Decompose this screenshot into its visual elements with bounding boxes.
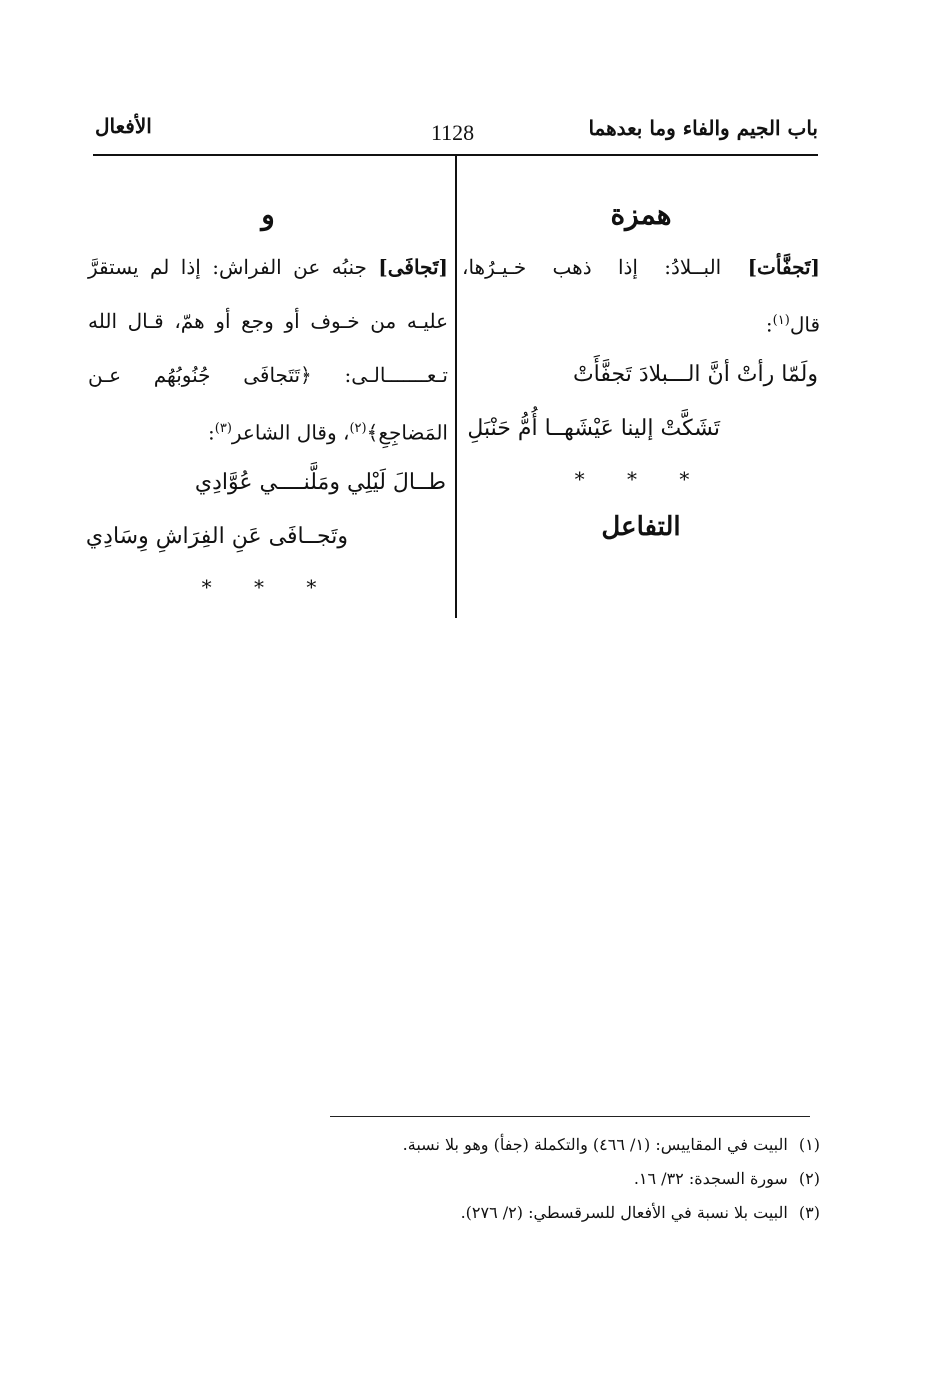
entry-text: البــلادُ: إذا ذهب خـيـرُها، [462,255,722,279]
entry-text: : [208,420,215,445]
entry-line: عليـه من خـوف أو وجع أو همّ، قـال الله [88,309,448,333]
section-heading-hamza: همزة [610,198,672,231]
subsection-heading: التفاعل [601,512,681,542]
entry-text: المَضاجِعِ﴾ [366,420,448,445]
entry-line: تـعـــــــالـى: ﴿تَتَجافَى جُنُوبُهُم عـن [88,363,448,387]
verse-line: ولَمّا رأتْ أنَّ الـــبلادَ تَجفَّأَتْ [572,362,818,387]
column-divider [455,156,457,618]
entry-text: : [765,312,773,337]
entry-text: ، وقال الشاعر [231,420,350,445]
right-column [462,190,820,552]
verse-line: تَشَكَّتْ إلينا عَيْشَهــا أُمُّ حَنْبَلِ [467,416,720,441]
footnote-ref: (١) [772,313,790,328]
section-title: الأفعال [95,114,152,138]
footnote-ref: (٢) [349,421,367,436]
section-separator: * * * [201,575,335,599]
entry-text: جنبُه عن الفراش: إذا لم يستقرَّ [88,255,367,279]
page-header [93,110,818,156]
footnote-number: (١) [798,1135,820,1154]
verse-line: وتَجــافَى عَنِ الفِرَاشِ وِسَادِي [85,524,348,549]
footnote-ref: (٣) [214,421,232,436]
entry-text: قال [789,312,820,337]
entry-line [88,402,448,456]
section-separator: * * * [574,467,708,491]
footnote [220,1162,820,1196]
verse-line: طــالَ لَيْلِي ومَلَّنــــي عُوَّادِي [194,470,446,495]
entry-keyword: [تَجفَّأت] [747,255,821,279]
footnote-rule [330,1116,810,1117]
section-heading-waw: و [261,198,275,231]
footnote-text: سورة السجدة: ٣٢/ ١٦. [633,1169,788,1188]
footnote [220,1196,820,1230]
entry-keyword: [تَجافَى] [378,255,448,279]
footnotes [220,1128,820,1230]
entry-line [88,240,448,294]
footnote-text: البيت في المقاييس: (١/ ٤٦٦) والتكملة (جفأ) وهو بلا نسبة. [402,1135,788,1154]
footnote-number: (٣) [798,1203,820,1222]
footnote [220,1128,820,1162]
left-column [85,190,448,610]
footnote-text: البيت بلا نسبة في الأفعال للسرقسطي: (٢/ ٢٧٦). [460,1203,788,1222]
entry-line [462,240,820,294]
footnote-number: (٢) [798,1169,820,1188]
entry-line [462,294,820,348]
chapter-title: باب الجيم والفاء وما بعدهما [588,116,818,140]
page-number: 1128 [431,120,475,145]
